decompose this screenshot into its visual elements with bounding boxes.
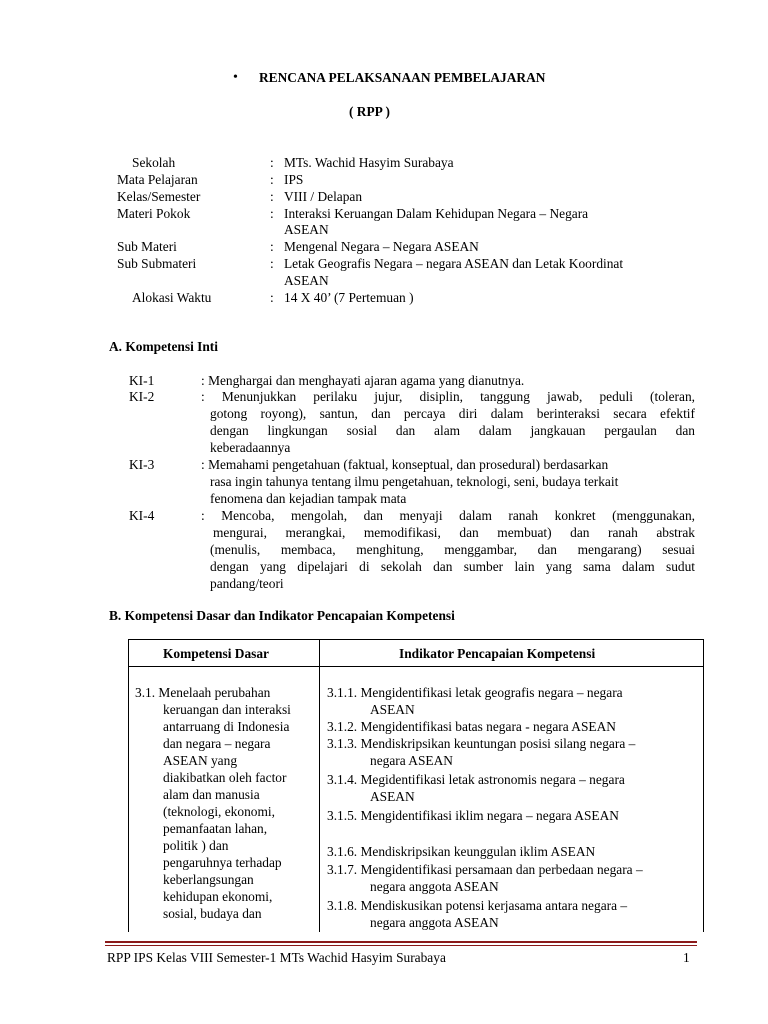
indicator-item-cont: negara anggota ASEAN [370,879,499,894]
title-bullet: • [233,70,238,85]
footer-text: RPP IPS Kelas VIII Semester-1 MTs Wachid Hasyim Surabaya [107,950,446,965]
label-sekolah: Sekolah [132,155,176,170]
indicator-item: 3.1.3. Mendiskripsikan keuntungan posisi silang negara – [327,736,636,751]
label-mata-pelajaran: Mata Pelajaran [117,172,198,187]
table-header-row [129,640,703,667]
kd-line: diakibatkan oleh factor [163,770,287,785]
indicator-item: 3.1.1. Mengidentifikasi letak geografis negara – negara [327,685,623,700]
page-title: RENCANA PELAKSANAAN PEMBELAJARAN [259,70,546,85]
value-kelas-semester: VIII / Delapan [284,189,363,204]
section-b-heading: B. Kompetensi Dasar dan Indikator Pencapaian Kompetensi [109,608,455,623]
kd-line: pemanfaatan lahan, [163,821,268,836]
colon: : [270,239,274,254]
ki-text: : Mencoba, mengolah, dan menyaji dalam ranah konkret (menggunakan, [201,508,695,523]
indicator-item-cont: ASEAN [370,702,415,717]
page-number: 1 [683,950,690,965]
ki-code: KI-1 [129,373,155,388]
indicator-item: 3.1.5. Mengidentifikasi iklim negara – negara ASEAN [327,808,619,823]
label-alokasi-waktu: Alokasi Waktu [132,290,212,305]
ki-text: fenomena dan kejadian tampak mata [210,491,407,506]
ki-code: KI-3 [129,457,155,472]
kd-line: politik ) dan [163,838,229,853]
value-materi-pokok-line2: ASEAN [284,222,329,237]
label-kelas-semester: Kelas/Semester [117,189,201,204]
colon: : [270,256,274,271]
ki-code: KI-4 [129,508,155,523]
kd-line: keruangan dan interaksi [163,702,291,717]
indicator-item-cont: ASEAN [370,789,415,804]
ki-text: keberadaannya [210,440,291,455]
value-mata-pelajaran: IPS [284,172,304,187]
ki-text: dengan yang dipelajari di sekolah dan sumber lain yang sama dalam sudut [210,559,695,574]
label-sub-materi: Sub Materi [117,239,177,254]
kd-line: pengaruhnya terhadap [163,855,282,870]
colon: : [270,189,274,204]
kd-line: 3.1. Menelaah perubahan [135,685,271,700]
value-sub-submateri-line1: Letak Geografis Negara – negara ASEAN dan Letak Koordinat [284,256,624,271]
kd-line: sosial, budaya dan [163,906,262,921]
ki-text: mengurai, merangkai, memodifikasi, dan membuat) dan ranah abstrak [213,525,695,540]
colon: : [270,172,274,187]
value-sub-submateri-line2: ASEAN [284,273,329,288]
indicator-item: 3.1.7. Mengidentifikasi persamaan dan perbedaan negara – [327,862,643,877]
indicator-item: 3.1.6. Mendiskripsikan keunggulan iklim ASEAN [327,844,596,859]
column-divider [319,640,320,932]
ki-text: dengan lingkungan sosial dan alam dalam jangkauan pergaulan dan [210,423,695,438]
kd-line: antarruang di Indonesia [163,719,290,734]
ki-text: rasa ingin tahunya tentang ilmu pengetahuan, teknologi, seni, budaya terkait [210,474,619,489]
value-materi-pokok-line1: Interaksi Keruangan Dalam Kehidupan Negara – Negara [284,206,589,221]
label-materi-pokok: Materi Pokok [117,206,191,221]
indicator-item: 3.1.8. Mendiskusikan potensi kerjasama antara negara – [327,898,628,913]
colon: : [270,155,274,170]
indicator-item-cont: negara ASEAN [370,753,453,768]
table-header-kd: Kompetensi Dasar [163,646,270,661]
page-subtitle: ( RPP ) [349,104,390,119]
indicator-item: 3.1.4. Megidentifikasi letak astronomis negara – negara [327,772,625,787]
colon: : [270,206,274,221]
ki-text: pandang/teori [210,576,284,591]
kd-line: alam dan manusia [163,787,260,802]
ki-text: : Menunjukkan perilaku jujur, disiplin, tanggung jawab, peduli (toleran, [201,389,695,404]
section-a-heading: A. Kompetensi Inti [109,339,218,354]
table-header-ipk: Indikator Pencapaian Kompetensi [399,646,596,661]
ki-text: : Memahami pengetahuan (faktual, konseptual, dan prosedural) berdasarkan [201,457,609,472]
ki-text: (menulis, membaca, menghitung, menggambar, dan mengarang) sesuai [210,542,695,557]
colon: : [270,290,274,305]
indicator-item-cont: negara anggota ASEAN [370,915,499,930]
ki-code: KI-2 [129,389,155,404]
value-sub-materi: Mengenal Negara – Negara ASEAN [284,239,479,254]
footer-rule [105,945,697,946]
kd-line: ASEAN yang [163,753,238,768]
footer-rule [105,941,697,943]
value-sekolah: MTs. Wachid Hasyim Surabaya [284,155,454,170]
kd-line: keberlangsungan [163,872,254,887]
label-sub-submateri: Sub Submateri [117,256,197,271]
kd-line: kehidupan ekonomi, [163,889,273,904]
kd-line: (teknologi, ekonomi, [163,804,275,819]
ki-text: : Menghargai dan menghayati ajaran agama yang dianutnya. [201,373,525,388]
kd-line: dan negara – negara [163,736,271,751]
value-alokasi-waktu: 14 X 40’ (7 Pertemuan ) [284,290,414,305]
indicator-item: 3.1.2. Mengidentifikasi batas negara - negara ASEAN [327,719,616,734]
ki-text: gotong royong), santun, dan percaya diri dalam berinteraksi secara efektif [210,406,695,421]
